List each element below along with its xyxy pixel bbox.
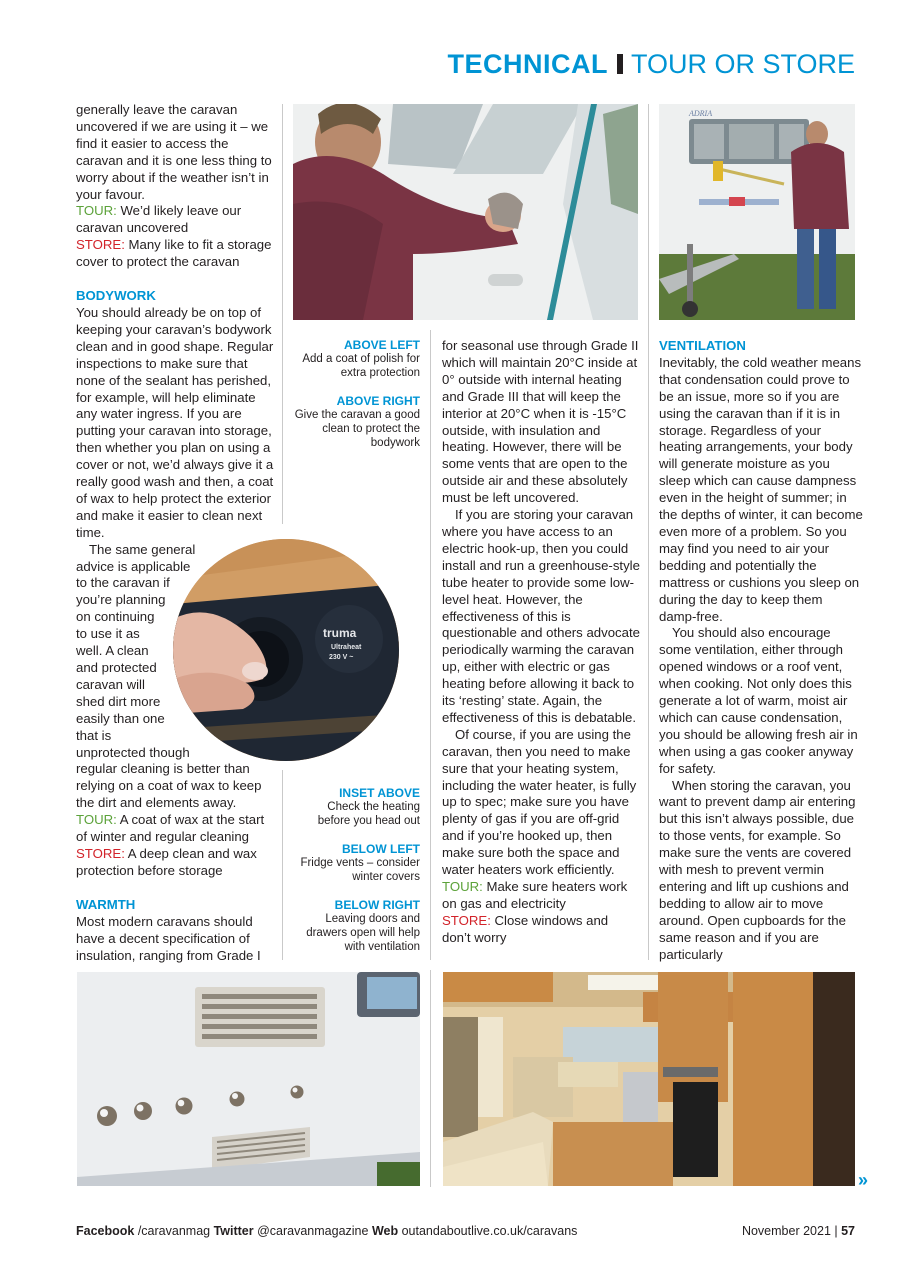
photo-above-right	[659, 104, 855, 320]
caption-below-right: BELOW RIGHT Leaving doors and drawers open will help with ventilation	[306, 898, 420, 953]
column-divider	[430, 330, 431, 960]
intro-paragraph: generally leave the caravan uncovered if we are using it – we find it easier to access the caravan and it is one less thing to worry about if the weather isn’t in your favour.	[76, 102, 272, 202]
ventilation-paragraph-1: Inevitably, the cold weather means that condensation could prove to be an issue, more so if you are using the caravan than if it is in storage. Regardless of your heating arrangements, your body will generate moisture as you sleep which can cause dampness even in the height of summer; in the depths of winter, it can become even more of a problem. So you may find you need to air your bedding and potentially the mattress or cushions you sleep on during the day to keep them damp-free.	[659, 354, 863, 624]
footer-social	[76, 1224, 577, 1238]
bodywork-paragraph-1: You should already be on top of keeping your caravan’s bodywork clean and in good shape. Regular inspections to make sure that none of the sealant has perished, for example, will help eliminate any water ingress. If you are putting your caravan into storage, then whether you plan on using a cover or not, we’d always give it a really good wash and then, a coat of wax to help protect the exterior and make it easier to clean next time.	[76, 304, 274, 540]
bodywork-paragraph-2-wrapped: The same general advice is applicable to the caravan if you’re planning on continuing to use it as well. A clean and protected caravan will shed dirt more easily than one that is unprotected though	[76, 541, 196, 760]
column-divider	[648, 104, 649, 960]
warmth-paragraph-2: If you are storing your caravan where you have access to an electric hook-up, then you could install and run a greenhouse-style tube heater to provide some low-level heat. However, the effectiveness of this is questionable and others advocate periodically warming the caravan up, either with electric or gas heating before allowing it back to its ‘resting’ state. Again, the effectiveness of this is debatable.	[442, 507, 640, 725]
warmth-paragraph-1-cont: for seasonal use through Grade II which will maintain 20°C inside at 0° outside with internal heating and Grade III that will keep the interior at 20°C when it is -15°C outside, with insulation and heating. However, there will be some vents that are open to the outside air and these absolutely must be left uncovered.	[442, 338, 639, 506]
continue-marker: »	[858, 1170, 869, 1190]
photo-inset-heater	[170, 536, 402, 764]
section-title: TECHNICAL	[447, 49, 608, 79]
tour-label: TOUR:	[442, 879, 483, 894]
column-divider	[282, 770, 283, 960]
article-column-3	[659, 338, 863, 964]
warmth-paragraph-1: Most modern caravans should have a decent specification of insulation, ranging from Grade I	[76, 913, 261, 963]
tour-tip-3: TOUR: Make sure heaters work on gas and electricity	[442, 879, 628, 911]
topic-title: TOUR OR STORE	[630, 49, 855, 79]
bodywork-paragraph-2-rest: regular cleaning is better than relying on a coat of wax to keep the dirt and elements away.	[76, 761, 262, 811]
store-label: STORE:	[442, 912, 491, 928]
article-column-2	[442, 338, 640, 947]
photo-above-left	[293, 104, 638, 320]
tour-tip-1: TOUR: We’d likely leave our caravan uncovered	[76, 203, 242, 236]
caravan-interior-illustration	[443, 972, 855, 1186]
page-header	[447, 48, 855, 80]
captions-bottom	[292, 786, 420, 968]
store-tip-3: STORE: Close windows and don’t worry	[442, 912, 609, 945]
svg-text:truma: truma	[323, 626, 357, 640]
warmth-heading: WARMTH	[76, 896, 136, 912]
svg-text:ADRIA: ADRIA	[689, 109, 713, 118]
column-divider	[282, 104, 283, 524]
svg-text:Ultraheat: Ultraheat	[331, 644, 362, 651]
fridge-vents-illustration	[77, 972, 420, 1186]
article-column-1	[76, 102, 276, 964]
caption-below-left: BELOW LEFT Fridge vents – consider winter covers	[300, 842, 420, 883]
tour-label: TOUR:	[76, 812, 117, 828]
caption-above-left: ABOVE LEFT Add a coat of polish for extra protection	[302, 338, 420, 379]
header-divider	[617, 54, 623, 74]
cleaning-photo-illustration	[659, 104, 855, 320]
bodywork-heading: BODYWORK	[76, 288, 156, 304]
twitter-label: Twitter	[213, 1224, 254, 1238]
web-label: Web	[371, 1224, 399, 1238]
polishing-photo-illustration	[293, 104, 638, 320]
caption-above-right: ABOVE RIGHT Give the caravan a good clean to protect the bodywork	[294, 394, 420, 449]
svg-text:230 V ~: 230 V ~	[329, 654, 354, 661]
tour-tip-2: TOUR: A coat of wax at the start of winter and regular cleaning	[76, 812, 265, 845]
heater-dial-illustration	[173, 539, 399, 761]
twitter-handle[interactable]: @caravanmagazine	[253, 1224, 372, 1238]
ventilation-heading: VENTILATION	[659, 338, 746, 353]
footer-issue	[742, 1224, 855, 1238]
photo-below-left	[77, 972, 420, 1186]
store-label: STORE:	[76, 237, 125, 253]
photo-below-right	[443, 972, 855, 1186]
page-number: 57	[841, 1224, 855, 1238]
web-url[interactable]: outandaboutlive.co.uk/caravans	[398, 1224, 578, 1238]
captions-top	[292, 338, 420, 464]
store-label: STORE:	[76, 845, 125, 861]
store-tip-2: STORE: A deep clean and wax protection before storage	[76, 845, 257, 878]
ventilation-paragraph-3: When storing the caravan, you want to prevent damp air entering but this isn’t always possible, due to those vents, for example. So make sure the vents are covered with mesh to prevent vermin entering and lift up cushions and bedding to allow air to move around. Open cupboards for the same reason and if you are particularly	[659, 777, 856, 962]
warmth-paragraph-3: Of course, if you are using the caravan, then you need to make sure that your heating system, including the water heater, is fully up to spec; make sure you have plenty of gas if you are off-grid and if you’re hooked up, then make sure both the space and water heaters work efficiently.	[442, 726, 637, 878]
caption-inset-above: INSET ABOVE Check the heating before you head out	[317, 786, 420, 827]
facebook-handle[interactable]: /caravanmag	[134, 1224, 214, 1238]
ventilation-paragraph-2: You should also encourage some ventilation, either through opened windows or a roof vent, when cooking. Not only does this generate a lot of warm, moist air which can cause condensation, you should be allowing fresh air in when using a gas cooker anyway for safety.	[659, 625, 858, 776]
store-tip-1: STORE: Many like to fit a storage cover to protect the caravan	[76, 237, 272, 270]
column-divider	[430, 970, 431, 1187]
issue-date: November 2021 |	[741, 1224, 842, 1238]
facebook-label: Facebook	[76, 1224, 135, 1238]
tour-label: TOUR:	[76, 203, 117, 219]
